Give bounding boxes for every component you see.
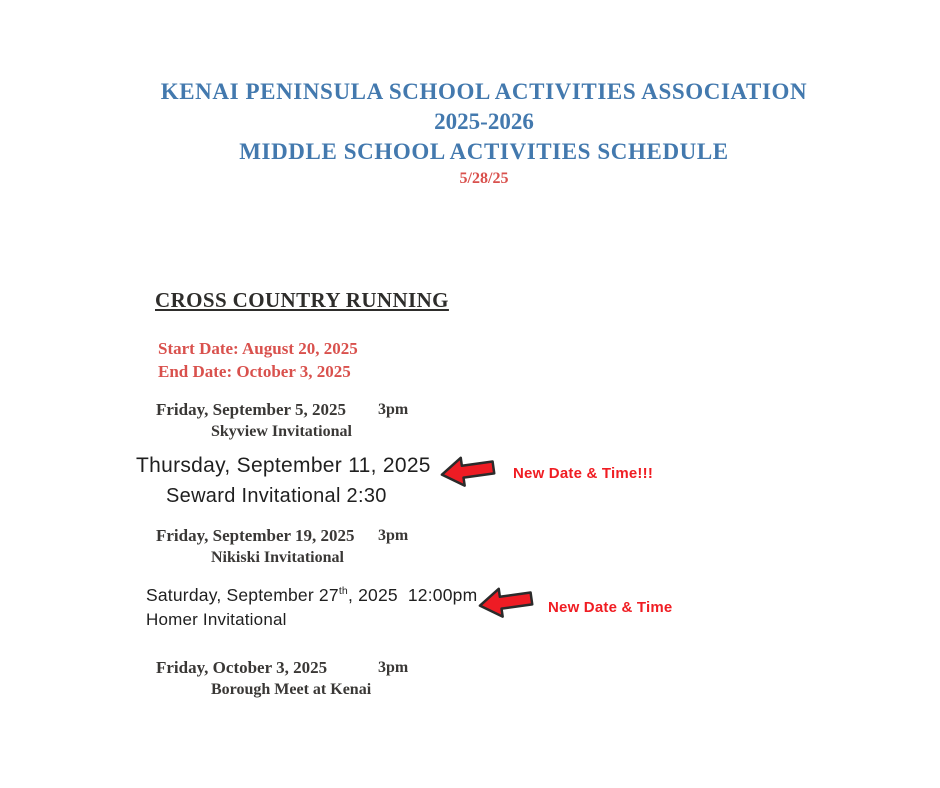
season-start-date: Start Date: August 20, 2025 <box>158 339 358 358</box>
ordinal-superscript: th <box>338 585 348 598</box>
event-date-homer: Saturday, September 27th, 2025 12:00pm <box>146 585 478 605</box>
new-date-annotation: New Date & Time!!! <box>513 465 654 482</box>
document-header <box>30 77 938 191</box>
event-name-seward: Seward Invitational 2:30 <box>166 485 387 507</box>
event-entry-borough-meet <box>156 657 408 701</box>
event-date-seward: Thursday, September 11, 2025 <box>136 454 431 477</box>
event-time: 3pm <box>378 527 409 544</box>
event-name-homer: Homer Invitational <box>146 610 287 629</box>
association-title: KENAI PENINSULA SCHOOL ACTIVITIES ASSOCIATION <box>160 79 808 104</box>
left-arrow-icon <box>436 448 499 499</box>
revision-date: 5/28/25 <box>459 170 509 187</box>
section-heading-cross-country: CROSS COUNTRY RUNNING <box>155 288 449 312</box>
event-date: Friday, October 3, 2025 <box>156 658 328 677</box>
event-name: Nikiski Invitational <box>211 549 344 566</box>
event-date: Friday, September 5, 2025 <box>156 400 346 419</box>
school-year: 2025-2026 <box>434 109 534 134</box>
event-time: 3pm <box>378 659 409 676</box>
event-name: Borough Meet at Kenai <box>211 681 372 698</box>
event-date: Friday, September 19, 2025 <box>156 526 355 545</box>
season-dates <box>158 337 358 383</box>
schedule-title: MIDDLE SCHOOL ACTIVITIES SCHEDULE <box>239 139 729 164</box>
event-entry-skyview <box>156 399 408 443</box>
event-name: Skyview Invitational <box>211 423 352 440</box>
season-end-date: End Date: October 3, 2025 <box>158 362 351 381</box>
left-arrow-icon <box>474 579 537 630</box>
event-time: 3pm <box>378 401 409 418</box>
new-date-annotation: New Date & Time <box>548 599 673 616</box>
event-entry-nikiski <box>156 525 408 569</box>
event-time: 12:00pm <box>407 585 478 605</box>
